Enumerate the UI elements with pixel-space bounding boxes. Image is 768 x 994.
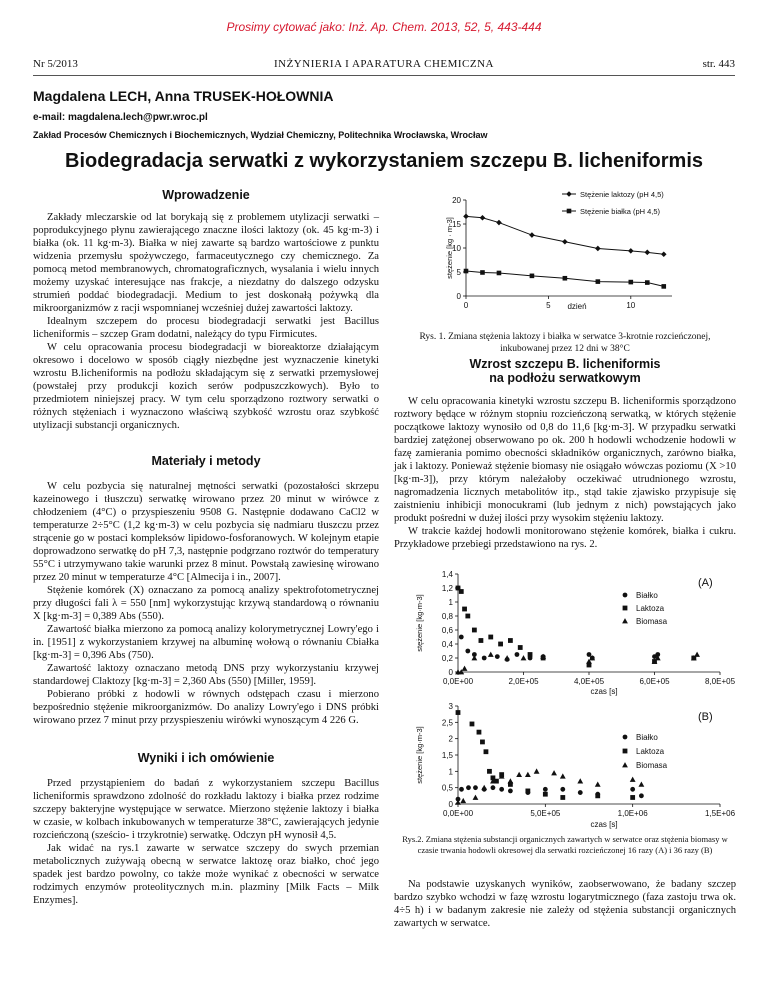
y-tick-label: 0 [456,292,461,301]
growth-heading-line2: na podłożu serwatkowym [489,371,641,385]
data-point [529,232,535,238]
legend-marker [623,593,628,598]
y-tick-label: 1,4 [441,570,453,579]
data-point [473,785,478,790]
legend-label: Laktoza [636,604,665,613]
figure-2b-chart [408,700,738,830]
growth-heading: Wzrost szczepu B. licheniformis [469,357,661,371]
y-tick-label: 1,2 [441,584,453,593]
data-point [470,722,475,727]
data-point [460,798,466,803]
intro-paragraph: Zakłady mleczarskie od lat borykają się z problemem utylizacji serwatki – poprodukcyjnego płynu zawierającego znaczne ilości laktozy (ok. 45 kg·m-3) i białka (ok. 11 kg·m-3). Białka w niej zawarte są bardzo wartościowe z punktu widzenia przemysłu spożywczego, farmaceutycznego czy chemicznego. Za pomocą metod membranowych, chromatograficznych, wysalania i wielu innych możemy uzyskać interesujące nas frakcje, a niezdatny do dalszego odzysku strumień poddać biodegradacji. Medium to jest doskonałą pożywką dla mikroorganizmów z racji wspomnianej wcześniej dużej zawartości laktozy. [33,212,379,314]
y-tick-label: 0,6 [441,626,453,635]
data-point [595,782,601,787]
intro-paragraph: W celu opracowania procesu biodegradacji w bioreaktorze działającym okresowo i docelowo w sposób ciągły niezbędne jest wyznaczenie kinetyki wzrostu B.licheniformis na podłożu składającym się z serwatki przemysłowej (powstałej przy produkcji kozich serów podpuszczkowych). Było to przedmiotem niniejszej pracy. W tym celu sporządzono roztwory serwatki o różnych stężeniach i wyznaczono właściwą szybkość wzrostu oraz szybkość utylizacji substancji organicznych. [33,342,379,431]
data-point [525,772,531,777]
data-point [488,652,494,657]
data-point [459,787,464,792]
y-tick-label: 0,5 [441,783,453,793]
data-point [644,250,650,256]
panel-label: (B) [698,711,713,723]
data-point [595,246,601,252]
citation-note: Prosimy cytować jako: Inż. Ap. Chem. 2013, 52, 5, 443-444 [226,20,542,34]
data-point [480,215,486,221]
methods-paragraph: Pobierano próbki z hodowli w równych odstępach czasu i mierzono bezpośrednio stężenie mikroorganizmów. Do analizy Lowry'ego i DNS próbki wirowano przez 7 minut przy przyspieszeniu wirówki wynoszącym 4 226 G. [33,689,379,726]
x-tick-label: 1,5E+06 [704,809,736,818]
legend-label: Laktoza [636,747,665,756]
data-point [481,785,487,790]
right-column [394,357,736,551]
methods-paragraph: Zawartość laktozy oznaczano metodą DNS przy wykorzystaniu krzywej standardowej Claktozy [kg·m-3] = 2,360 Abs (550) [Miller, 1959]. [33,663,379,687]
data-point [498,642,503,647]
data-point [630,795,635,800]
legend-marker [623,735,628,740]
data-point [508,778,514,783]
legend-marker [622,618,628,623]
y-tick-label: 5 [456,268,461,277]
results-paragraph: Przed przystąpieniem do badań z wykorzystaniem szczepu Bacillus licheniformis sprawdzono zdolność do rozkładu laktozy i białka przez rodzime szczepy bakteryjne występujące w serwatce. Mierzono stężenie laktozy i białka w czasie, w kolbach inkubowanych w temperaturze 38°C, zawierających jedynie rozcieńczoną (sześcio- i trzykrotnie) serwatkę. Odczyn pH wynosił 4,5. [33,778,379,841]
legend-marker [623,749,628,754]
x-tick-label: 10 [626,301,636,310]
y-tick-label: 10 [452,244,461,253]
data-point [480,270,485,275]
data-point [530,274,535,279]
panel-label: (A) [698,577,713,589]
data-point [629,280,634,285]
paper-title: Biodegradacja serwatki z wykorzystaniem szczepu B. licheniformis [65,150,703,172]
data-point [479,638,484,643]
y-tick-label: 2,5 [441,718,453,728]
data-point [462,666,468,671]
y-tick-label: 1,5 [441,751,453,760]
journal-name: INŻYNIERIA I APARATURA CHEMICZNA [273,58,495,70]
data-point [521,655,527,660]
data-point [560,773,566,778]
data-point [661,251,667,257]
y-tick-label: 0 [448,800,453,809]
x-tick-label: 0,0E+00 [442,677,474,686]
x-tick-label: 0 [463,301,469,310]
left-column [33,188,379,907]
figure-1-chart [394,186,736,318]
data-point [595,793,600,798]
legend-marker [566,191,572,197]
methods-heading: Materiały i metody [151,454,261,468]
institution: Zakład Procesów Chemicznych i Biochemicznych, Wydział Chemiczny, Politechnika Wrocławska, Wrocław [33,130,488,140]
y-axis-label: stężenie [kg·m-3] [415,726,424,784]
data-point [630,787,635,792]
x-tick-label: 8,0E+05 [704,677,736,686]
data-point [563,276,568,281]
data-point [587,652,592,657]
data-point [516,772,522,777]
intro-heading: Wprowadzenie [162,188,250,202]
data-point [525,789,530,794]
y-tick-label: 1 [448,598,453,607]
data-point [560,787,565,792]
legend-label: Biomasa [636,617,668,626]
data-point [466,785,471,790]
y-tick-label: 0,2 [441,654,453,663]
figure-1-caption: Rys. 1. Zmiana stężenia laktozy i białka w serwatce 3-krotnie rozcieńczonej, inkubowanej przez 12 dni w 38°C [419,332,711,354]
data-point [534,768,540,773]
growth-paragraph: W celu opracowania kinetyki wzrostu szczepu B. licheniformis sporządzono roztwory będące w różnym stopniu rozcieńczoną serwatką, w których stężenie początkowe laktozy wynosiło od 0,8 do 11,6 [kg·m-3]. W przypadku serwatki bardziej zatężonej obserwowano po ok. 200 h hodowli wchodzenie hodowli w fazę zamierania pomimo obecności składników organicznych, zarówno białka, jak i laktozy. Ponieważ stężenie biomasy nie osiągało wówczas poziomu (X >10 [kg·m-3]), przy którym należałoby oczekiwać utrudnionego wzrostu, nagromadzenia licznych metabolitów itp., stąd takie zjawisko przypisuje się zaistnieniu inhibicji monocukrami (lub jednym z nich) powstających jako produkt pośredni w dużej ilości przy wysokim stężeniu laktozy. [394,396,736,524]
data-point [515,652,520,657]
legend-label: Białko [636,733,658,742]
x-tick-label: 0,0E+00 [442,809,474,818]
legend-marker [623,606,628,611]
data-point [473,795,479,800]
legend-label: Biomasa [636,761,668,770]
data-point [639,782,645,787]
legend-label: Stężenie białka (pH 4,5) [580,207,661,216]
data-point [504,655,510,660]
data-point [456,710,461,715]
data-point [471,655,477,660]
data-point [459,635,464,640]
data-point [484,749,489,754]
x-axis-label: czas [s] [590,820,618,829]
data-point [543,787,548,792]
data-point [645,280,650,285]
x-axis-label: dzień [567,302,587,311]
y-tick-label: 1 [448,767,453,777]
data-point [518,645,523,650]
y-tick-label: 0 [448,668,453,677]
data-point [628,248,634,254]
series-line [466,216,664,254]
data-point [487,769,492,774]
data-point [596,279,601,284]
data-point [465,649,470,654]
data-point [464,269,469,274]
y-axis-label: stężenie [kg · m-3] [445,217,454,279]
legend-label: Białko [636,591,658,600]
data-point [462,607,467,612]
y-tick-label: 15 [452,220,461,229]
data-point [560,795,565,800]
methods-paragraph: Zawartość białka mierzono za pomocą analizy kolorymetrycznej Lowry'ego i in. [1951] z wykorzystaniem krzywej na albuminę wołową o równaniu Cbiałka [kg·m-3] = 0,396 Abs (750). [33,624,379,661]
y-tick-label: 20 [452,196,461,205]
data-point [480,740,485,745]
data-point [497,271,502,276]
data-point [477,730,482,735]
data-point [562,239,568,245]
data-point [639,793,644,798]
results-paragraph: Jak widać na rys.1 zawarte w serwatce szczepy do swych przemian metabolicznych zużywają obecną w serwatce laktozę oraz białko, choć jego spadek jest bardzo powolny, co także może wynikać z obecności w serwatce rodzimych enzymów proteolitycznych m.in. plazminy [Milk Facts – Milk Enzymes]. [33,843,379,906]
legend-marker [567,209,572,214]
page-number: str. 443 [702,58,735,70]
legend-label: Stężenie laktozy (pH 4,5) [580,190,664,199]
x-tick-label: 4,0E+05 [573,677,605,686]
intro-paragraph: Idealnym szczepem do procesu biodegradacji serwatki jest Bacillus licheniformis – szczep Gram dodatni, należący do typu Firmicutes. [33,316,379,340]
methods-paragraph: Stężenie komórek (X) oznaczano za pomocą analizy spektrofotometrycznej przy długości fali λ = 550 [nm] wykorzystując krzywą standardową o równaniu X [kg·m-3] = 0,389 Abs (550). [33,585,379,622]
x-tick-label: 1,0E+06 [617,809,648,818]
data-point [508,638,513,643]
y-tick-label: 0,8 [441,612,453,621]
data-point [577,778,583,783]
data-point [551,770,557,775]
data-point [465,614,470,619]
x-tick-label: 5 [546,301,551,310]
y-tick-label: 0,4 [441,640,453,649]
data-point [496,220,502,226]
data-point [482,656,487,661]
data-point [495,654,500,659]
data-point [472,628,477,633]
methods-paragraph: W celu pozbycia się naturalnej mętności serwatki (pozostałości skrzepu kazeinowego i tłuszczu) serwatkę wirowano przez 20 minut w wirówce z chłodzeniem (4°C) o przyspieszeniu 9508 G. Następnie dodawano CaCl2 w temperaturze 2÷5°C (1,2 kg·m-3) w celu pozbycia się nadmiaru tłuszczu przez strącenie go w postaci kompleksów lipidowo-fosforanowych. W kolejnym etapie doprowadzono serwatkę do pH 7,3, następnie podgrzano roztwór do temperatury 55°C i utrzymywano takie warunki przez 8 minut. Powstałą zawiesinę wirowano przez 20 minut w temperaturze 4°C [Almecija i in., 2007]. [33,481,379,583]
x-tick-label: 6,0E+05 [639,677,670,686]
data-point [499,787,504,792]
data-point [488,635,493,640]
y-tick-label: 2 [448,734,453,744]
conclusion-block [394,878,736,930]
data-point [463,214,469,220]
header-rule [33,75,735,76]
data-point [459,589,464,594]
authors: Magdalena LECH, Anna TRUSEK-HOŁOWNIA [33,88,334,104]
figure-2a-chart [408,568,738,696]
data-point [508,789,513,794]
data-point [661,284,666,289]
results-heading: Wyniki i ich omówienie [137,751,275,765]
y-tick-label: 3 [448,702,453,711]
growth-paragraph: W trakcie każdej hodowli monitorowano stężenie komórek, białka i cukru. Przykładowe przebiegi przedstawiono na rys. 2. [394,526,736,550]
author-email: e-mail: magdalena.lech@pwr.wroc.pl [33,112,208,123]
legend-marker [622,762,628,767]
data-point [630,777,636,782]
figure-2-caption: Rys.2. Zmiana stężenia substancji organicznych zawartych w serwatce oraz stężenia biomasy w czasie trwania hodowli okresowej dla serwatki rozcieńczonej 16 razy (A) i 36 razy (B) [402,834,728,855]
data-point [491,785,496,790]
issue-number: Nr 5/2013 [33,58,78,70]
x-axis-label: czas [s] [590,687,618,696]
data-point [528,652,533,657]
data-point [578,790,583,795]
conclusion-paragraph: Na podstawie uzyskanych wyników, zaobserwowano, że badany szczep bardzo szybko wchodzi w fazę wzrostu logarytmicznego (faza zastoju trwa ok. 4÷5 h) i w badanym zakresie nie zależy od stężenia substancji organicznych zawartych w serwatce. [394,879,736,929]
x-tick-label: 5,0E+05 [530,809,561,818]
y-axis-label: stężenie [kg·m-3] [415,594,424,652]
x-tick-label: 2,0E+05 [508,677,539,686]
data-point [694,652,700,657]
data-point [543,792,548,797]
